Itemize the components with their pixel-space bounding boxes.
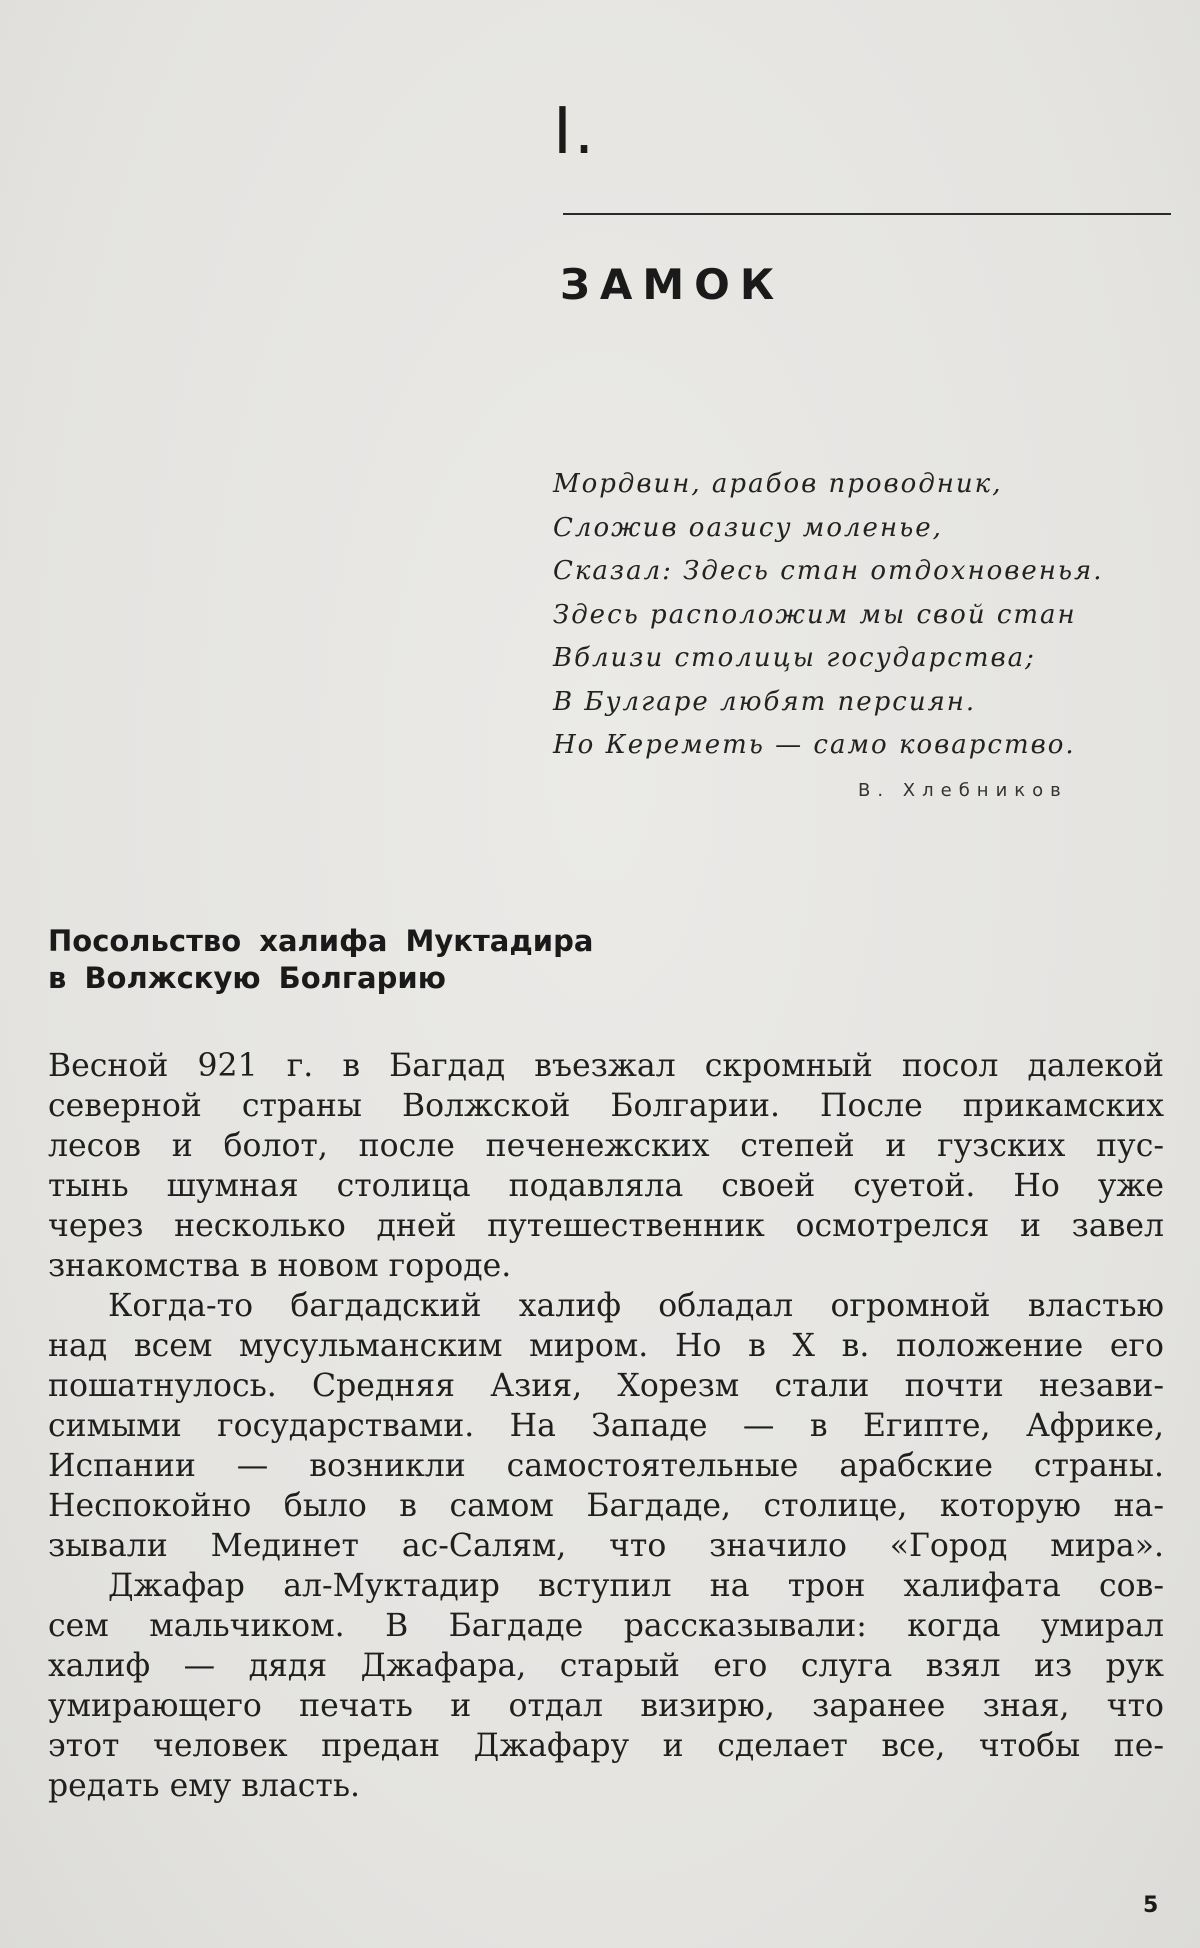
epigraph-line: Вблизи столицы государства; <box>553 643 1036 673</box>
chapter-number: I. <box>553 95 597 169</box>
body-line: пошатнулось. Средняя Азия, Хорезм стали почти незави- <box>48 1368 1164 1404</box>
chapter-divider <box>563 213 1171 215</box>
body-line: над всем мусульманским миром. Но в X в. положение его <box>48 1328 1164 1364</box>
body-line: Когда-то багдадский халиф обладал огромной властью <box>108 1288 1164 1324</box>
body-line: Весной 921 г. в Багдад въезжал скромный посол далекой <box>48 1048 1164 1084</box>
body-line: халиф — дядя Джафара, старый его слуга взял из рук <box>48 1648 1164 1684</box>
body-line: Джафар ал-Муктадир вступил на трон халифата сов- <box>108 1568 1164 1604</box>
body-line: северной страны Волжской Болгарии. После прикамских <box>48 1088 1164 1124</box>
section-heading <box>48 923 748 997</box>
body-line: Неспокойно было в самом Багдаде, столице, которую на- <box>48 1488 1164 1524</box>
epigraph-line: Но Кереметь — само коварство. <box>553 730 1076 760</box>
epigraph-line: Мордвин, арабов проводник, <box>553 469 1003 499</box>
chapter-title: ЗАМОК <box>560 260 785 309</box>
section-heading-line: Посольство халифа Муктадира <box>48 924 594 958</box>
epigraph-line: Сложив оазису моленье, <box>553 512 943 543</box>
body-line: знакомства в новом городе. <box>48 1248 512 1284</box>
body-line: тынь шумная столица подавляла своей суетой. Но уже <box>48 1168 1164 1204</box>
epigraph-line: В Булгаре любят персиян. <box>553 686 977 717</box>
body-line: сем мальчиком. В Багдаде рассказывали: когда умирал <box>48 1608 1164 1644</box>
epigraph-line: Сказал: Здесь стан отдохновенья. <box>553 556 1104 586</box>
section-heading-line: в Волжскую Болгарию <box>48 961 446 995</box>
body-text <box>48 1046 1164 1806</box>
body-line: зывали Мединет ас-Салям, что значило «Город мира». <box>48 1528 1164 1564</box>
body-line: умирающего печать и отдал визирю, заранее зная, что <box>48 1688 1164 1724</box>
body-line: редать ему власть. <box>48 1768 361 1804</box>
body-line: лесов и болот, после печенежских степей и гузских пус- <box>48 1128 1164 1164</box>
epigraph-line: Здесь расположим мы свой стан <box>553 599 1077 630</box>
epigraph-author: В. Хлебников <box>858 780 1068 801</box>
body-line: Испании — возникли самостоятельные арабские страны. <box>48 1448 1164 1484</box>
page-number: 5 <box>1143 1893 1159 1918</box>
body-line: симыми государствами. На Западе — в Египте, Африке, <box>48 1408 1164 1444</box>
body-line: этот человек предан Джафару и сделает все, чтобы пе- <box>48 1728 1164 1764</box>
body-line: через несколько дней путешественник осмотрелся и завел <box>48 1208 1164 1244</box>
epigraph <box>553 463 1123 768</box>
